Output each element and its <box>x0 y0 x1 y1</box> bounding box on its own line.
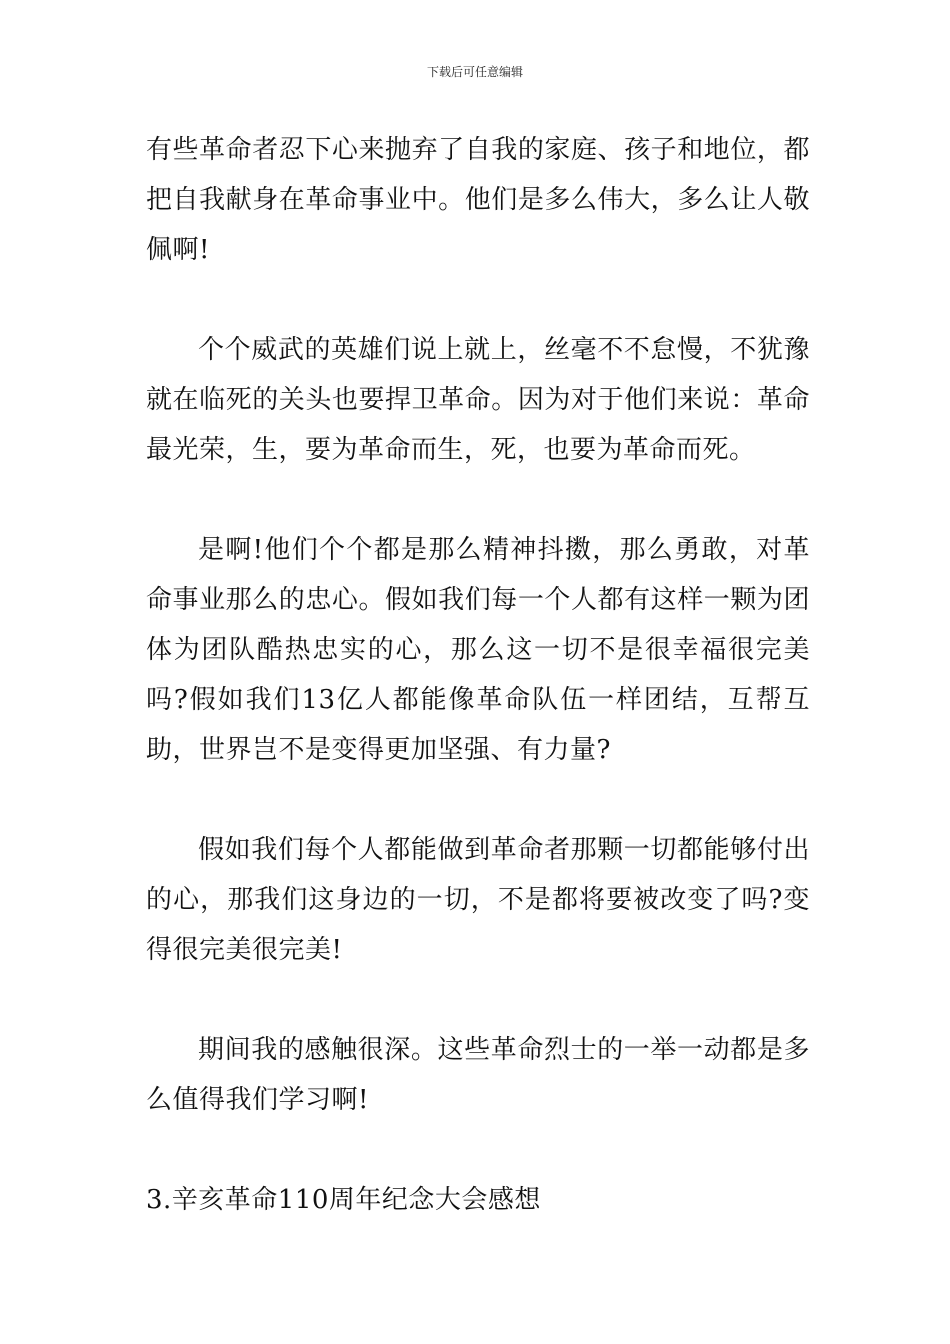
paragraph-1: 有些革命者忍下心来抛弃了自我的家庭、孩子和地位，都把自我献身在革命事业中。他们是多么伟大，多么让人敬佩啊! <box>146 135 810 265</box>
paragraph-5: 期间我的感触很深。这些革命烈士的一举一动都是多么值得我们学习啊! <box>146 1035 810 1115</box>
paragraph-2: 个个威武的英雄们说上就上，丝毫不不怠慢，不犹豫就在临死的关头也要捍卫革命。因为对于他们来说：革命最光荣，生，要为革命而生，死，也要为革命而死。 <box>146 335 810 465</box>
page-header: 下载后可任意编辑 <box>426 65 523 79</box>
paragraph-3: 是啊!他们个个都是那么精神抖擞，那么勇敢，对革命事业那么的忠心。假如我们每一个人都有这样一颗为团体为团队酷热忠实的心，那么这一切不是很幸福很完美吗?假如我们13亿人都能像革命队伍一样团结，互帮互助，世界岂不是变得更加坚强、有力量? <box>146 535 810 765</box>
document-body <box>146 125 810 1275</box>
paragraph-4: 假如我们每个人都能做到革命者那颗一切都能够付出的心，那我们这身边的一切，不是都将要被改变了吗?变得很完美很完美! <box>146 835 810 965</box>
section-heading: 3.辛亥革命110周年纪念大会感想 <box>146 1185 541 1215</box>
